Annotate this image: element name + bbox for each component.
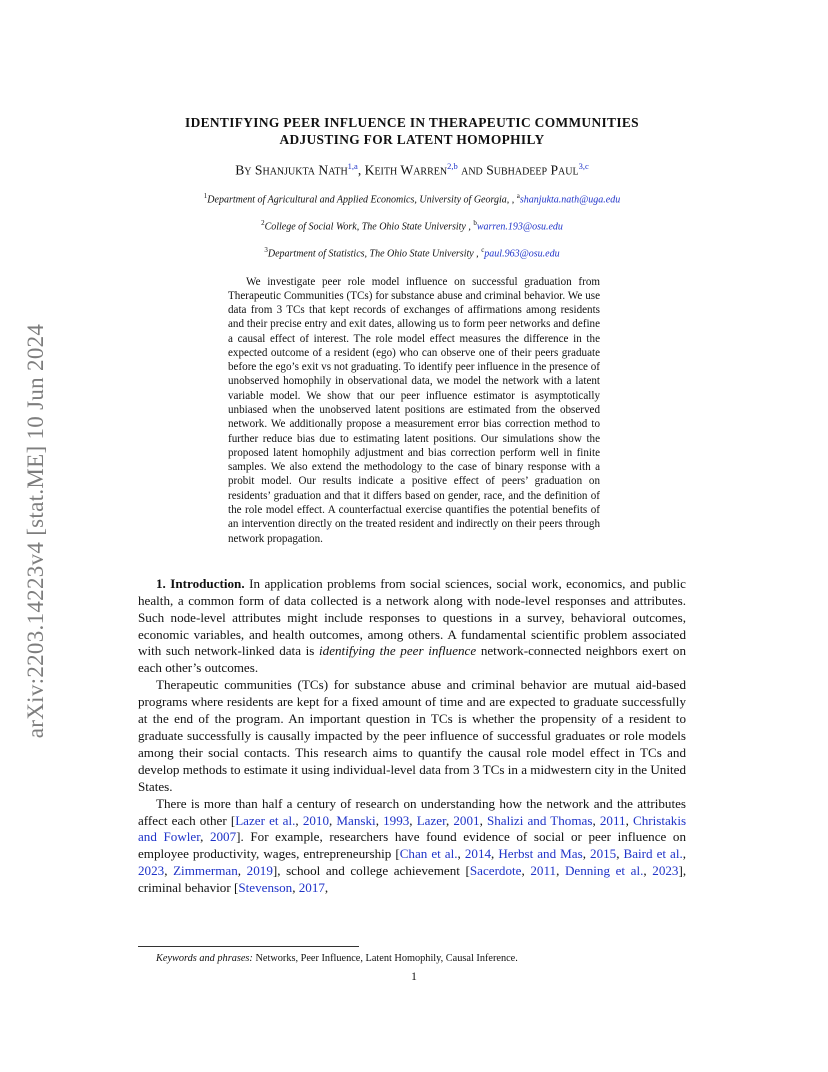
paragraph-text: , [521, 863, 531, 879]
author-list [138, 161, 686, 179]
intro-paragraph-1 [138, 576, 686, 677]
arxiv-stamp [14, 286, 58, 776]
paragraph-text: , [616, 846, 624, 862]
intro-paragraph-3 [138, 796, 686, 897]
citation-link[interactable]: 2001 [453, 812, 480, 828]
email-link[interactable]: warren.193@osu.edu [476, 221, 563, 233]
paragraph-text: , [479, 812, 487, 828]
citation-link[interactable]: 2017 [298, 880, 325, 896]
email-label: c [481, 246, 485, 255]
keywords-label: Keywords and phrases: [156, 953, 253, 964]
email-link[interactable]: paul.963@osu.edu [484, 248, 560, 260]
citation-link[interactable]: Manski [336, 812, 376, 828]
paragraph-text: ], criminal behavior [ [138, 863, 687, 896]
affiliation-number: 3 [264, 246, 268, 255]
citation-link[interactable]: Stevenson [238, 880, 293, 896]
paragraph-text: , [643, 863, 653, 879]
section-heading: 1. Introduction. [156, 575, 245, 591]
paragraph-text: , [556, 863, 565, 879]
affiliation-text: Department of Agricultural and Applied Economics, University of Georgia, , [207, 193, 517, 205]
affiliation-2 [138, 217, 686, 233]
paragraph-text: , [592, 812, 600, 828]
paragraph-text: , [295, 812, 303, 828]
citation-link[interactable]: 1993 [383, 812, 410, 828]
email-label: b [473, 218, 477, 227]
citation-link[interactable]: 2010 [302, 812, 329, 828]
citation-link[interactable]: Lazer et al. [235, 812, 296, 828]
intro-paragraph-2: Therapeutic communities (TCs) for substance abuse and criminal behavior are mutual aid-based programs where residents are kept for a fixed amount of time and are expected to graduate successfully at the end of the program. An important question in TCs is whether the propensity of a resident to graduate successfully is causally impacted by the peer influence of successful graduates or role models among their social contacts. This research aims to quantify the causal role model effect in TCs and develop methods to estimate it using individual-level data from 3 TCs in a midwestern city in the United States. [138, 677, 686, 794]
author-separator: , [357, 162, 365, 178]
citation-link[interactable]: Baird et al. [623, 846, 683, 862]
affiliation-number: 1 [203, 191, 208, 200]
paragraph-text: , [200, 829, 210, 845]
paragraph-text: , [324, 880, 329, 896]
paragraph-text: , [329, 812, 337, 828]
paragraph-text: network-connected neighbors exert on each other’s outcomes. [138, 643, 686, 676]
paragraph-text: , [582, 846, 591, 862]
citation-link[interactable]: 2019 [246, 863, 273, 879]
paragraph-text: , [445, 812, 454, 828]
paragraph-text: In application problems from social sciences, social work, economics, and public health, a common form of data collected is a network along with node-level responses and attributes. Such node-level attributes might include responses to questions in a survey, behavioral outcomes, economic variables, and health outcomes, among others. A fundamental scientific problem associated with such network-linked data is [138, 575, 686, 659]
paragraph-text: , [682, 846, 687, 862]
keywords-text: Networks, Peer Influence, Latent Homophily, Causal Inference. [252, 953, 518, 964]
author-paul-marker[interactable]: 3,c [578, 161, 589, 171]
paragraph-text: , [457, 846, 465, 862]
paragraph-text: ], school and college achievement [ [272, 863, 470, 879]
introduction-section [138, 576, 686, 897]
citation-link[interactable]: 2023 [652, 863, 679, 879]
paper-title [138, 114, 686, 148]
paragraph-text: , [237, 863, 247, 879]
footnote-divider [138, 946, 359, 947]
author-warren: Keith Warren [364, 162, 448, 178]
paragraph-text: , [625, 812, 633, 828]
email-link[interactable]: shanjukta.nath@uga.edu [519, 193, 621, 205]
citation-link[interactable]: Zimmerman [173, 863, 238, 879]
page-number: 1 [411, 971, 417, 983]
citation-link[interactable]: 2011 [599, 812, 626, 828]
citation-link[interactable]: 2007 [209, 829, 237, 845]
paragraph-text: ]. For example, researchers have found evidence of social or peer influence on employee productivity, wages, entrepreneurship [ [138, 829, 687, 862]
citation-link[interactable]: Shalizi and Thomas [486, 812, 593, 828]
citation-link[interactable]: Sacerdote [469, 863, 522, 879]
abstract [228, 275, 600, 546]
affiliation-number: 2 [261, 218, 265, 227]
author-nath: Shanjukta Nath [254, 162, 348, 178]
affiliation-1 [138, 190, 686, 206]
citation-link[interactable]: Herbst and Mas [498, 846, 583, 862]
affiliation-3 [138, 244, 686, 260]
emphasis-text: identifying the peer influence [319, 643, 477, 659]
abstract-text: We investigate peer role model influence on successful graduation from Therapeutic Communities (TCs) for substance abuse and criminal behavior. We use data from 3 TCs that kept records of exchanges of affirmations among residents and their precise entry and exit dates, allowing us to form peer networks and define a causal effect of interest. The role model effect measures the difference in the expected outcome of a resident (ego) who can observe one of their peers graduate before the ego’s exit vs not graduating. To identify peer influence in the presence of unobserved homophily in observational data, we model the network with a latent variable model. We show that our peer influence estimator is asymptotically unbiased when the unobserved latent positions are estimated from the observed network. We additionally propose a measurement error bias correction method to further reduce bias due to estimating latent positions. Our simulations show the proposed latent homophily adjustment and bias correction perform well in finite samples. We also extend the methodology to the case of binary response with a probit model. Our results indicate a positive effect of peers’ graduation on residents’ graduation and that it differs based on gender, race, and the definition of the role model effect. A counterfactual exercise quantifies the potential benefits of an intervention directly on the treated resident and indirectly on their peers through network propagation. [228, 275, 600, 545]
citation-link[interactable]: 2011 [530, 863, 557, 879]
keywords-footnote [138, 953, 686, 964]
author-warren-marker[interactable]: 2,b [447, 161, 458, 171]
citation-link[interactable]: 2014 [464, 846, 492, 862]
affiliation-text: Department of Statistics, The Ohio State University , [267, 248, 482, 260]
citation-link[interactable]: Lazer [416, 812, 446, 828]
paragraph-text: There is more than half a century of research on understanding how the network and the attributes affect each other [ [138, 795, 686, 828]
paper-page [138, 114, 686, 897]
email-label: a [516, 191, 520, 200]
arxiv-identifier: arXiv:2203.14223v4 [stat.ME] 10 Jun 2024 [23, 323, 48, 739]
affiliation-text: College of Social Work, The Ohio State University , [264, 221, 474, 233]
author-paul: Subhadeep Paul [486, 162, 579, 178]
paragraph-text: , [491, 846, 499, 862]
citation-link[interactable]: 2015 [590, 846, 617, 862]
paragraph-text: , [409, 812, 417, 828]
citation-link[interactable]: Chan et al. [399, 846, 458, 862]
paragraph-text: , [292, 880, 299, 896]
paragraph-text: , [375, 812, 384, 828]
paragraph-text: , [164, 863, 174, 879]
by-label: By [235, 162, 255, 178]
citation-link[interactable]: Denning et al. [564, 863, 644, 879]
author-and: and [457, 162, 487, 178]
title-line-2: ADJUSTING FOR LATENT HOMOPHILY [279, 132, 545, 147]
citation-link[interactable]: 2023 [138, 863, 165, 879]
title-line-1: IDENTIFYING PEER INFLUENCE IN THERAPEUTIC COMMUNITIES [185, 115, 639, 130]
citation-link[interactable]: Christakis and Fowler [138, 812, 687, 845]
author-nath-marker[interactable]: 1,a [347, 161, 358, 171]
